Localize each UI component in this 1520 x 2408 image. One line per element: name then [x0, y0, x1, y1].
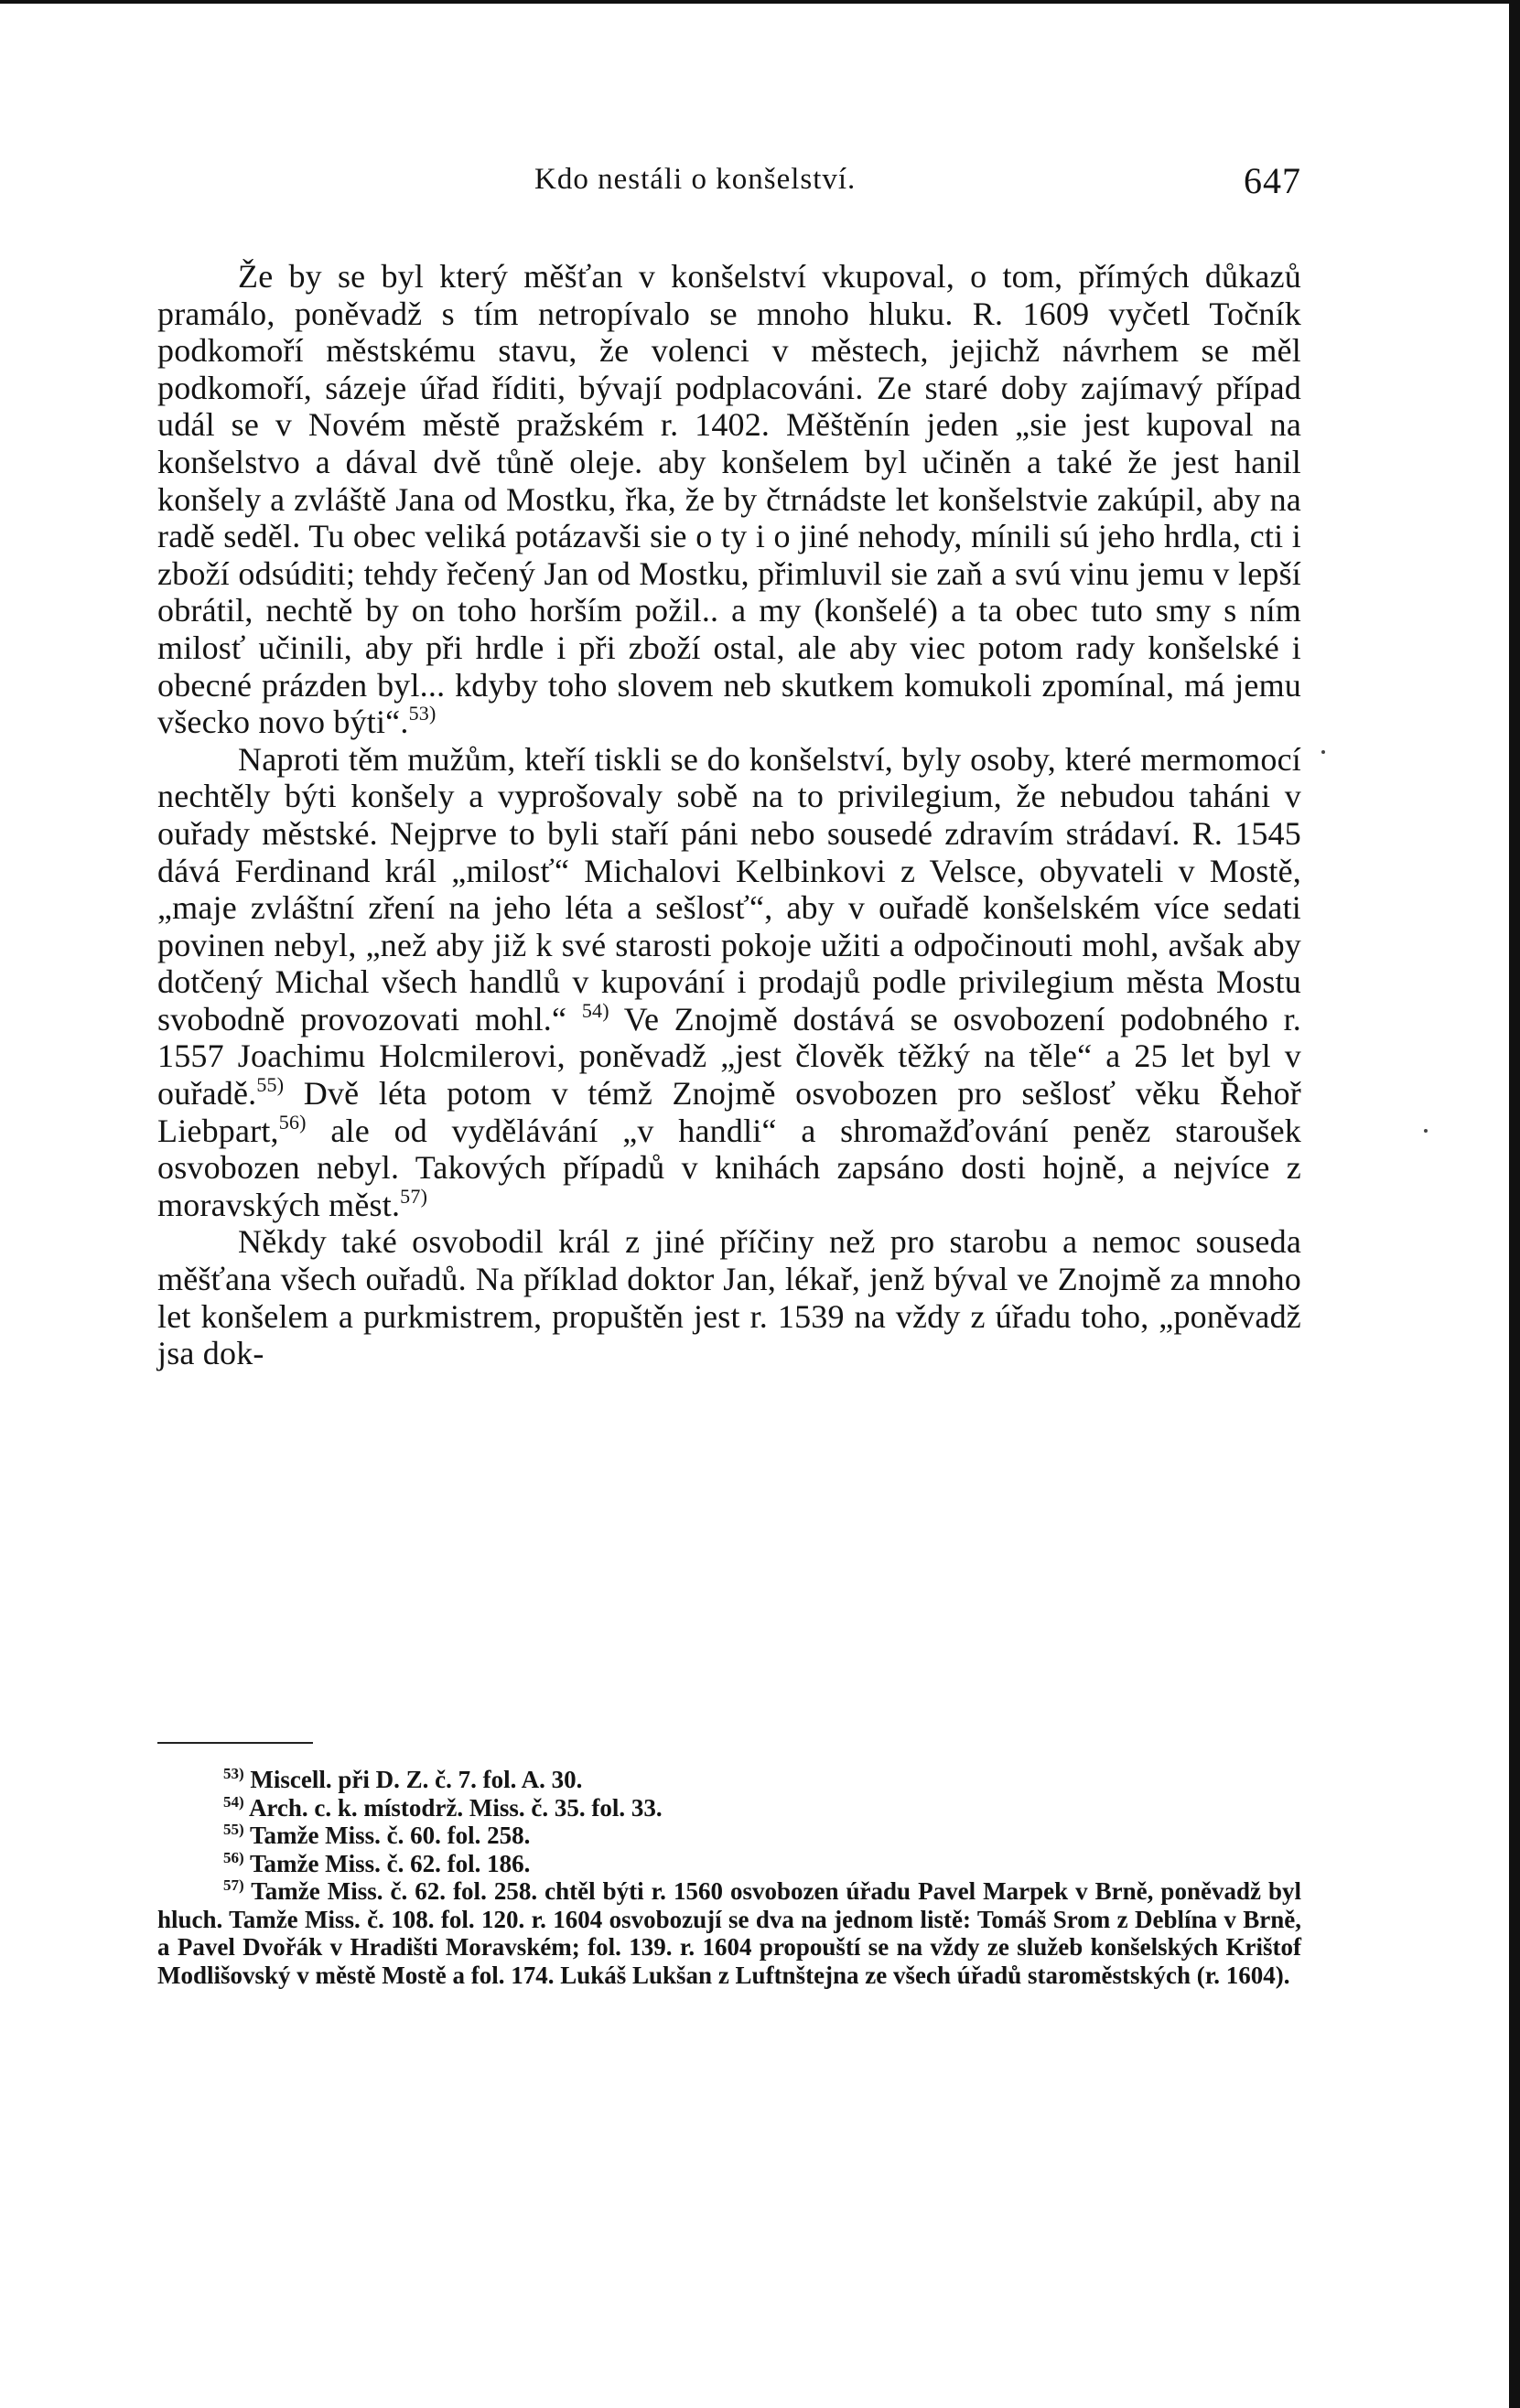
- paragraph-2-text-d: ale od vydělávání „v handli“ a shromažďování peněz staroušek osvobozen nebyl. Takových případů v knihách zapsáno dosti hojně, a nejvíce z moravských měst.: [157, 1112, 1301, 1223]
- page-number: 647: [1244, 160, 1301, 201]
- footnote-56: [157, 1850, 1301, 1878]
- footnote-ref-56: 56): [278, 1110, 307, 1134]
- footnote-separator: [157, 1742, 313, 1744]
- footnote-number: 54): [223, 1792, 244, 1811]
- footnote-text: Tamže Miss. č. 60. fol. 258.: [249, 1822, 531, 1849]
- paragraph-3-text: Někdy také osvobodil král z jiné příčiny než pro starobu a nemoc souseda měšťana všech ouřadů. Na příklad doktor Jan, lékař, jenž býval ve Znojmě za mnoho let konšelem a purkmistrem, propuštěn jest r. 1539 na vždy z úřadu toho, „poněvadž jsa dok-: [157, 1223, 1301, 1372]
- paragraph-2-text-a: Naproti těm mužům, kteří tiskli se do konšelství, byly osoby, které mermomocí nechtěly býti konšely a vyprošovaly sobě na to privilegium, že nebudou taháni v ouřady městské. Nejprve to byli staří páni nebo sousedé zdravím strádaví. R. 1545 dává Ferdinand král „milosť“ Michalovi Kelbinkovi z Velsce, obyvateli v Mostě, „maje zvláštní zření na jeho léta a sešlosť“, aby v ouřadě konšelském více sedati povinen nebyl, „než aby již k své starosti pokoje užiti a odpočinouti mohl, avšak aby dotčený Michal všech handlů v kupování i prodajů podle privilegium města Mostu svobodně provozovati mohl.“: [157, 740, 1301, 1037]
- footnote-ref-53: 53): [408, 702, 437, 726]
- paragraph-3: [157, 1223, 1301, 1371]
- footnotes: [157, 1766, 1301, 1989]
- footnote-text: Tamže Miss. č. 62. fol. 186.: [249, 1849, 531, 1877]
- footnote-53: [157, 1766, 1301, 1794]
- footnote-54: [157, 1794, 1301, 1822]
- paragraph-1-text: Že by se byl který měšťan v konšelství vkupoval, o tom, přímých důkazů pramálo, poněvadž s tím netropívalo se mnoho hluku. R. 1609 vyčetl Točník podkomoří městskému stavu, že volenci v městech, jejichž návrhem se měl podkomoří, sázeje úřad říditi, bývají podplacováni. Ze staré doby zajímavý případ udál se v Novém městě pražském r. 1402. Měštěnín jeden „sie jest kupoval na konšelstvo a dával dvě tůně oleje. aby konšelem byl učiněn a také že jest hanil konšely a zvláště Jana od Mostku, řka, že by čtrnádste let konšelstvie zakúpil, aby na radě seděl. Tu obec veliká potázavši sie o ty i o jiné nehody, mínili sú jeho hrdla, cti i zboží odsúditi; tehdy řečený Jan od Mostku, přimluvil sie zaň a svú vinu jemu v lepší obrátil, nechtě by on toho horším požil.. a my (konšelé) a ta obec tuto smy s ním milosť učinili, aby při hrdle i při zboží ostal, ale aby viec potom rady konšelské i obecné prázden byl... kdyby toho slovem neb skutkem komukoli zpomínal, má jemu všecko novo býti“.: [157, 258, 1301, 741]
- paragraph-2-text-b: Ve Znojmě dostává se osvobození podobného r. 1557 Joachimu Holcmilerovi, poněvadž „jest člověk těžký na těle“ a 25 let byl v ouřadě.: [157, 1000, 1301, 1113]
- footnote-ref-55: 55): [256, 1073, 285, 1097]
- paragraph-2: [157, 741, 1301, 1224]
- footnote-number: 55): [223, 1821, 244, 1838]
- paragraph-1: [157, 258, 1301, 741]
- body-text: [157, 258, 1301, 1372]
- footnote-ref-57: 57): [400, 1184, 428, 1208]
- page-header: [157, 160, 1301, 218]
- footnote-number: 56): [223, 1848, 244, 1866]
- footnote-text: Arch. c. k. místodrž. Miss. č. 35. fol. 33.: [248, 1793, 663, 1822]
- footnote-number: 57): [223, 1876, 244, 1894]
- scan-border-right: [1509, 0, 1520, 2408]
- footnote-55: [157, 1822, 1301, 1850]
- footnote-text: Miscell. při D. Z. č. 7. fol. A. 30.: [250, 1766, 583, 1793]
- scan-border-top: [0, 0, 1520, 4]
- footnote-57: [157, 1877, 1301, 1989]
- paragraph-2-text-c: Dvě léta potom v témž Znojmě osvobozen pro sešlosť věku Řehoř Liebpart,: [157, 1075, 1301, 1149]
- footnote-text: Tamže Miss. č. 62. fol. 258. chtěl býti r. 1560 osvobozen úřadu Pavel Marpek v Brně, poněvadž byl hluch. Tamže Miss. č. 108. fol. 120. r. 1604 osvobozují se dva na jednom listě: Tomáš Srom z Deblína v Brně, a Pavel Dvořák v Hradišti Moravském; fol. 139. r. 1604 propouští se na vždy ze služeb konšelských Krištof Modlišovský v městě Mostě a fol. 174. Lukáš Lukšan z Luftnštejna ze všech úřadů staroměstských (r. 1604).: [157, 1877, 1301, 1989]
- scan-speck: [1424, 1129, 1428, 1133]
- running-title: Kdo nestáli o konšelství.: [534, 163, 857, 196]
- footnote-ref-54: 54): [581, 998, 609, 1022]
- footnote-number: 53): [223, 1765, 244, 1782]
- scan-speck: [1321, 750, 1325, 754]
